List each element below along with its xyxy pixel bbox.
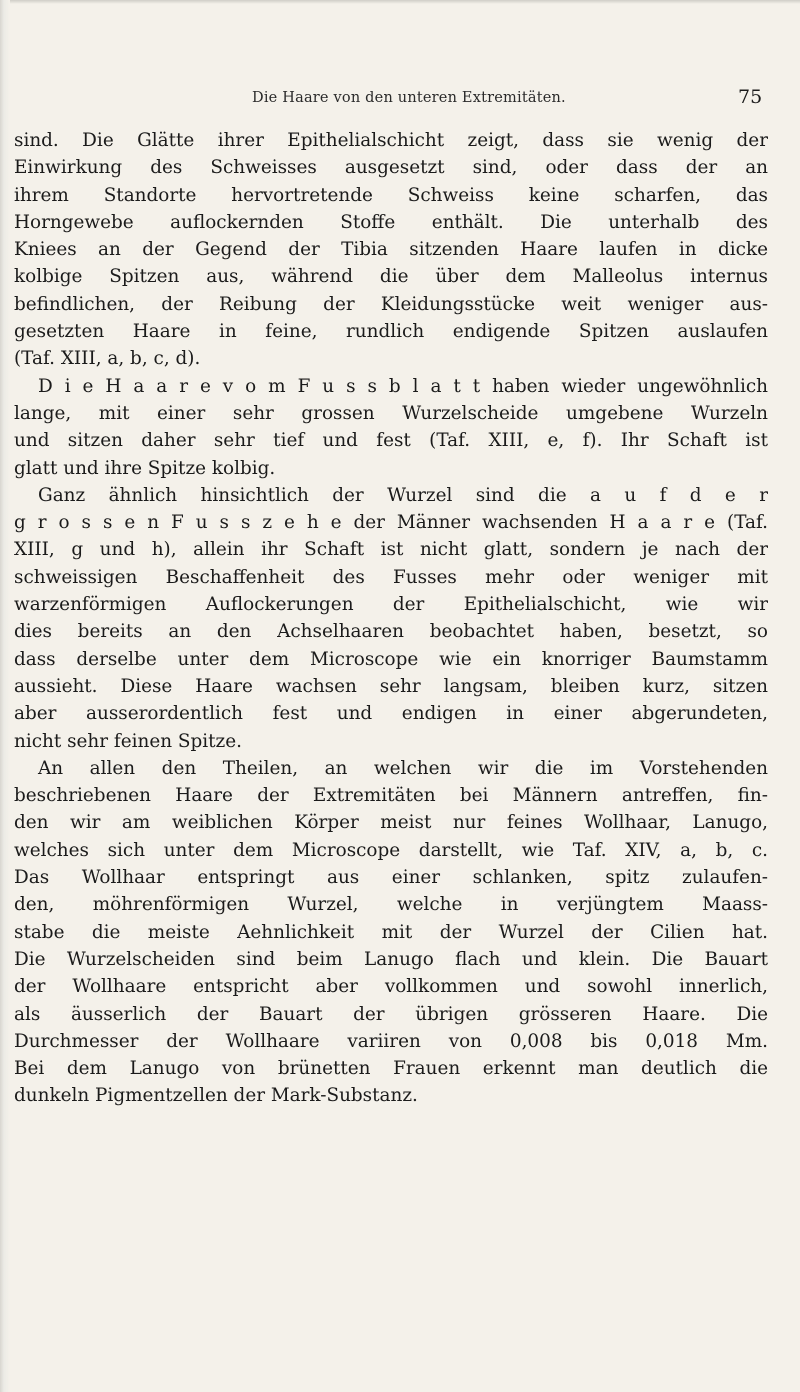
text-line: welches sich unter dem Microscope darstellt, wie Taf. XIV, a, b, c. — [14, 839, 768, 861]
text-line: gesetzten Haare in feine, rundlich endigende Spitzen auslaufen — [14, 321, 768, 343]
text-line: den wir am weiblichen Körper meist nur feines Wollhaar, Lanugo, — [14, 812, 768, 834]
text-line: sind. Die Glätte ihrer Epithelialschicht zeigt, dass sie wenig der — [14, 130, 768, 151]
text-line: dunkeln Pigmentzellen der Mark-Substanz. — [14, 1085, 418, 1107]
text-line: glatt und ihre Spitze kolbig. — [14, 457, 276, 479]
text-line: und sitzen daher sehr tief und fest (Taf. XIII, e, f). Ihr Schaft ist — [14, 430, 768, 452]
text-line: den, möhrenförmigen Wurzel, welche in verjüngtem Maass- — [14, 894, 768, 916]
text-line: befindlichen, der Reibung der Kleidungsstücke weit weniger aus- — [14, 293, 768, 315]
text-line: Kniees an der Gegend der Tibia sitzenden Haare laufen in dicke — [14, 239, 768, 261]
text-line: (Taf. XIII, a, b, c, d). — [14, 348, 201, 370]
text-line: aber ausserordentlich fest und endigen in einer abgerundeten, — [14, 703, 768, 725]
text-line: aussieht. Diese Haare wachsen sehr langsam, bleiben kurz, sitzen — [14, 675, 768, 697]
text-line: Einwirkung des Schweisses ausgesetzt sind, oder dass der an — [14, 157, 768, 179]
text-line: schweissigen Beschaffenheit des Fusses mehr oder weniger mit — [14, 566, 768, 588]
text-line: ihrem Standorte hervortretende Schweiss keine scharfen, das — [14, 184, 768, 206]
text-line: D i e H a a r e v o m F u s s b l a t t haben wieder ungewöhnlich — [38, 375, 768, 397]
text-line: dass derselbe unter dem Microscope wie ein knorriger Baumstamm — [14, 648, 768, 670]
text-line: Durchmesser der Wollhaare variiren von 0,008 bis 0,018 Mm. — [14, 1030, 768, 1052]
text-line: beschriebenen Haare der Extremitäten bei Männern antreffen, fin- — [14, 785, 768, 807]
running-head: Die Haare von den unteren Extremitäten. — [252, 90, 566, 106]
body-text — [14, 127, 768, 1110]
text-line: Bei dem Lanugo von brünetten Frauen erkennt man deutlich die — [14, 1058, 768, 1080]
text-line: der Wollhaare entspricht aber vollkommen und sowohl innerlich, — [14, 976, 768, 998]
text-line: g r o s s e n F u s s z e h e der Männer wachsenden H a a r e (Taf. — [14, 512, 768, 534]
page-number: 75 — [738, 86, 763, 108]
text-line: stabe die meiste Aehnlichkeit mit der Wurzel der Cilien hat. — [14, 921, 768, 943]
text-line: Ganz ähnlich hinsichtlich der Wurzel sind die a u f d e r — [38, 484, 768, 506]
text-line: warzenförmigen Auflockerungen der Epithelialschicht, wie wir — [14, 594, 768, 616]
text-line: Horngewebe auflockernden Stoffe enthält. Die unterhalb des — [14, 211, 768, 233]
text-line: dies bereits an den Achselhaaren beobachtet haben, besetzt, so — [14, 621, 768, 643]
text-line: als äusserlich der Bauart der übrigen grösseren Haare. Die — [14, 1003, 768, 1025]
text-line: lange, mit einer sehr grossen Wurzelscheide umgebene Wurzeln — [14, 402, 768, 424]
text-line: Die Wurzelscheiden sind beim Lanugo flach und klein. Die Bauart — [14, 948, 768, 970]
text-line: kolbige Spitzen aus, während die über dem Malleolus internus — [14, 266, 768, 288]
text-line: nicht sehr feinen Spitze. — [14, 730, 242, 752]
text-line: An allen den Theilen, an welchen wir die im Vorstehenden — [38, 757, 768, 779]
text-line: XIII, g und h), allein ihr Schaft ist nicht glatt, sondern je nach der — [14, 539, 768, 561]
text-line: Das Wollhaar entspringt aus einer schlanken, spitz zulaufen- — [14, 867, 768, 889]
